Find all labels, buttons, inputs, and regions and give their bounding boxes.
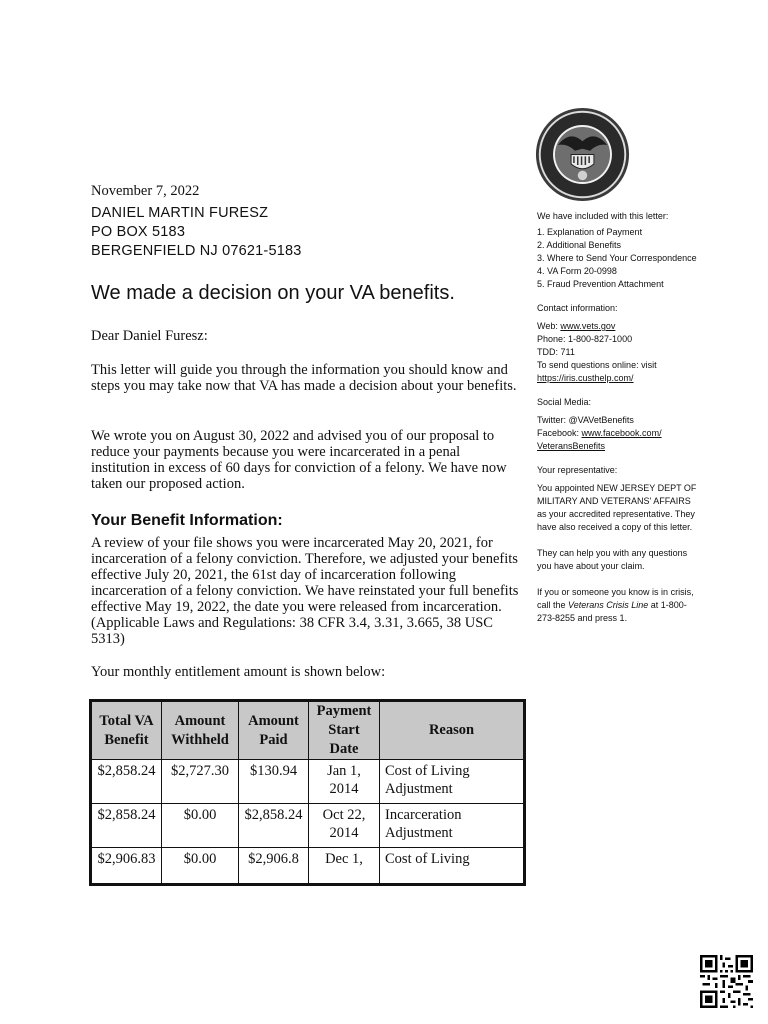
- facebook-link[interactable]: www.facebook.com/: [581, 428, 662, 438]
- online-line: [537, 372, 697, 385]
- recipient-address-line-2: BERGENFIELD NJ 07621-5183: [91, 243, 302, 259]
- twitter-line: Twitter: @VAVetBenefits: [537, 415, 634, 425]
- header-amount-withheld: Amount Withheld: [162, 701, 239, 760]
- crisis-post: at 1-800-273-8255 and press 1.: [537, 600, 687, 623]
- benefit-info-paragraph: A review of your file shows you were incarcerated May 20, 2021, for incarceration of a felony conviction. Therefore, we adjusted your benefits effective July 20, 2021, the 61st day of incarceration following incarceration of a felony conviction. We have reinstated your full benefits effective May 19, 2022, the date you were released from incarceration. (Applicable Laws and Regulations: 38 CFR 3.4, 3.31, 3.665, 38 USC 5313): [91, 535, 519, 647]
- enclosures-list: [537, 226, 697, 291]
- header-total-va-benefit: Total VA Benefit: [91, 701, 162, 760]
- crisis-line-name: Veterans Crisis Line: [568, 600, 649, 610]
- web-line: [537, 320, 697, 333]
- representative-title: Your representative:: [537, 465, 618, 475]
- header-reason: Reason: [380, 701, 525, 760]
- proposal-paragraph: We wrote you on August 30, 2022 and advised you of our proposal to reduce your payments because you were incarcerated in a penal institution in excess of 60 days for conviction of a felony. We have now taken our proposed action.: [91, 428, 507, 492]
- facebook-line-2: [537, 440, 697, 453]
- web-label: Web:: [537, 321, 561, 331]
- cell-amount-withheld: $2,727.30: [162, 760, 239, 804]
- cell-amount-paid: $2,906.8: [239, 848, 309, 885]
- crisis-text: [537, 586, 697, 625]
- letter-headline: We made a decision on your VA benefits.: [91, 282, 455, 304]
- entitlement-table: [89, 699, 526, 886]
- header-amount-paid: Amount Paid: [239, 701, 309, 760]
- cell-amount-paid: $130.94: [239, 760, 309, 804]
- list-item: 2. Additional Benefits: [537, 240, 622, 250]
- enclosures-title: We have included with this letter:: [537, 211, 669, 221]
- web-link[interactable]: www.vets.gov: [560, 321, 616, 331]
- qr-code-icon: [700, 955, 753, 1008]
- header-payment-start-date: Payment Start Date: [309, 701, 380, 760]
- salutation: Dear Daniel Furesz:: [91, 328, 208, 344]
- facebook-label: Facebook:: [537, 428, 582, 438]
- help-text: They can help you with any questions you have about your claim.: [537, 548, 688, 571]
- social-info: [537, 414, 697, 453]
- contact-title: Contact information:: [537, 303, 618, 313]
- cell-payment-start-date: Oct 22, 2014: [309, 804, 380, 848]
- cell-payment-start-date: Jan 1, 2014: [309, 760, 380, 804]
- recipient-address-line-1: PO BOX 5183: [91, 224, 186, 240]
- cell-total-va-benefit: $2,858.24: [91, 760, 162, 804]
- phone-line: Phone: 1-800-827-1000: [537, 334, 633, 344]
- table-row: [91, 804, 525, 848]
- tdd-line: TDD: 711: [537, 347, 575, 357]
- contact-info: [537, 320, 697, 385]
- cell-total-va-benefit: $2,858.24: [91, 804, 162, 848]
- va-seal-icon: [535, 107, 630, 202]
- benefit-info-heading: Your Benefit Information:: [91, 512, 283, 529]
- cell-reason: Cost of Living Adjustment: [380, 760, 525, 804]
- cell-amount-paid: $2,858.24: [239, 804, 309, 848]
- list-item: 5. Fraud Prevention Attachment: [537, 279, 664, 289]
- recipient-address: [91, 204, 302, 261]
- cell-amount-withheld: $0.00: [162, 804, 239, 848]
- list-item: 3. Where to Send Your Correspondence: [537, 253, 697, 263]
- cell-amount-withheld: $0.00: [162, 848, 239, 885]
- letter-date: November 7, 2022: [91, 183, 200, 199]
- facebook-link-continued[interactable]: VeteransBenefits: [537, 441, 606, 451]
- table-row: [91, 848, 525, 885]
- representative-text: You appointed NEW JERSEY DEPT OF MILITARY AND VETERANS' AFFAIRS as your accredited representative. They have also received a copy of this letter.: [537, 483, 697, 532]
- recipient-name: DANIEL MARTIN FURESZ: [91, 205, 269, 221]
- intro-paragraph: This letter will guide you through the information you should know and steps you may take now that VA has made a decision about your benefits.: [91, 362, 517, 394]
- table-row: [91, 760, 525, 804]
- cell-reason: Cost of Living: [380, 848, 525, 885]
- online-label: To send questions online: visit: [537, 360, 657, 370]
- cell-total-va-benefit: $2,906.83: [91, 848, 162, 885]
- facebook-line: [537, 427, 697, 440]
- social-title: Social Media:: [537, 397, 592, 407]
- entitlement-intro: Your monthly entitlement amount is shown below:: [91, 664, 386, 680]
- cell-payment-start-date: Dec 1,: [309, 848, 380, 885]
- list-item: 4. VA Form 20-0998: [537, 266, 617, 276]
- online-link[interactable]: https://iris.custhelp.com/: [537, 373, 634, 383]
- list-item: 1. Explanation of Payment: [537, 227, 643, 237]
- sidebar: [537, 210, 697, 625]
- cell-reason: Incarceration Adjustment: [380, 804, 525, 848]
- crisis-pre: If you or someone you know is in crisis, call the: [537, 587, 694, 610]
- table-header-row: [91, 701, 525, 760]
